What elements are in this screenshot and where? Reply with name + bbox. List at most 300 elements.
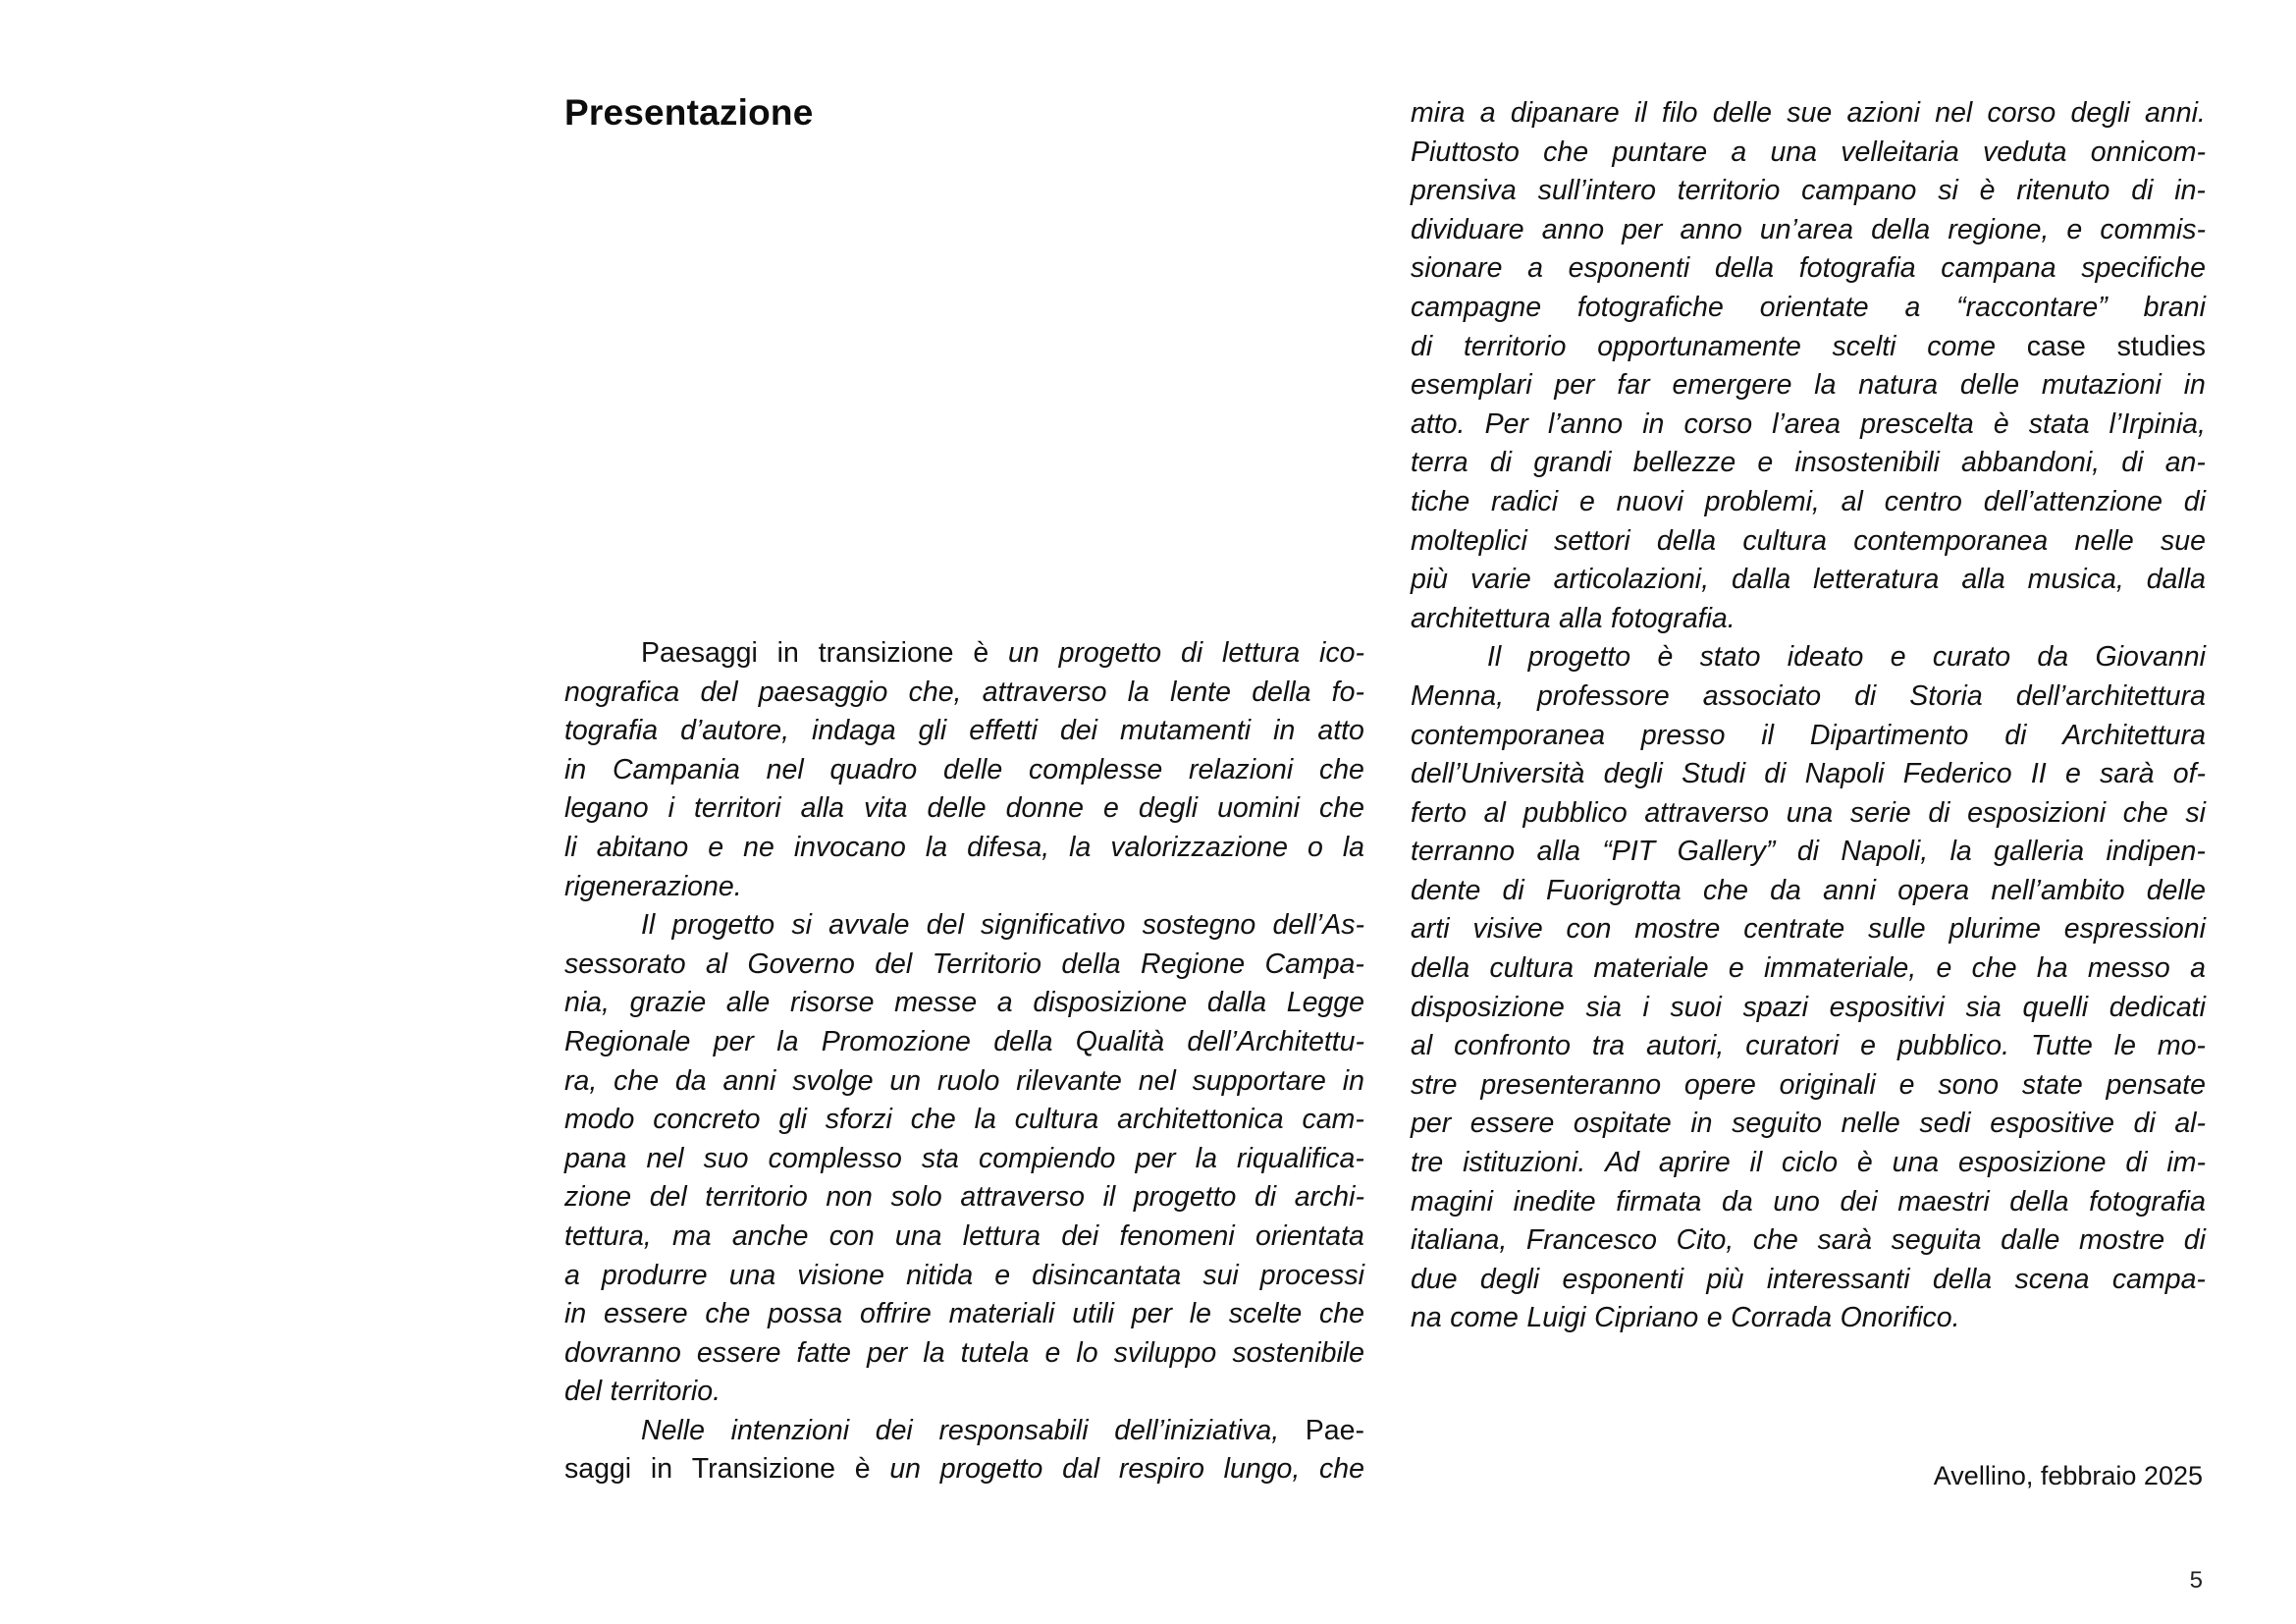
italic-word: originali <box>1779 1068 1876 1101</box>
italic-word: è <box>1993 407 2009 440</box>
italic-word: una <box>894 1219 942 1252</box>
italic-word: lettura <box>1222 637 1301 669</box>
italic-word: utili <box>1072 1298 1114 1330</box>
italic-word: che <box>705 1298 751 1330</box>
italic-word: tra <box>1591 1030 1626 1062</box>
text-line <box>1411 561 2206 600</box>
italic-word: dalla <box>1731 564 1791 596</box>
italic-word: mira <box>1411 97 1466 129</box>
italic-word: per <box>1554 369 1595 402</box>
italic-word: al <box>1841 485 1863 517</box>
italic-word: solo <box>890 1181 942 1214</box>
italic-word: al <box>1483 796 1506 829</box>
text-line <box>564 1101 1364 1140</box>
italic-word: tettura, <box>564 1219 652 1252</box>
italic-word: problemi, <box>1704 485 1820 517</box>
text-line <box>1411 1066 2206 1106</box>
italic-word: della <box>993 1025 1053 1057</box>
italic-word: ico- <box>1319 637 1364 669</box>
text-line <box>1411 94 2206 134</box>
italic-word: dei <box>1840 1185 1878 1218</box>
text-line <box>564 634 1364 674</box>
italic-word: da <box>674 1064 707 1097</box>
italic-word: degli <box>1138 792 1199 825</box>
italic-word: nel <box>1935 97 1973 129</box>
italic-word: una <box>1892 1147 1940 1179</box>
italic-word: dipanare <box>1510 97 1620 129</box>
italic-word: varie <box>1469 564 1531 596</box>
italic-word: espositivi <box>1829 991 1945 1023</box>
italic-word: alla <box>1536 836 1580 868</box>
text-line <box>1411 872 2206 911</box>
italic-word: esponenti <box>1562 1263 1684 1295</box>
text-line <box>564 829 1364 868</box>
text-line <box>564 674 1364 713</box>
italic-word: di <box>1489 447 1512 479</box>
italic-word: disincantata <box>1032 1259 1182 1291</box>
text-line <box>1411 1105 2206 1144</box>
italic-word: effetti <box>969 715 1038 747</box>
italic-word: mutazioni <box>2041 369 2162 402</box>
italic-word: della <box>1411 952 1470 985</box>
italic-word: Regione <box>1140 947 1246 980</box>
italic-word: Corrada <box>1731 1302 1833 1334</box>
italic-word: nografica <box>564 676 680 708</box>
italic-word: nuovi <box>1616 485 1683 517</box>
italic-word: Menna, <box>1411 679 1505 712</box>
italic-word: processi <box>1259 1259 1364 1291</box>
italic-word: mo- <box>2157 1030 2206 1062</box>
italic-word: ideato <box>1787 641 1864 674</box>
italic-word: che <box>910 1104 956 1136</box>
italic-word: abitano <box>596 831 689 863</box>
italic-word: la <box>1195 1142 1217 1174</box>
italic-word: e <box>2064 758 2081 790</box>
italic-word: il <box>1761 719 1774 751</box>
italic-word: delle <box>2146 874 2206 906</box>
italic-word: visive <box>1472 913 1543 946</box>
italic-word: Napoli, <box>1841 836 1929 868</box>
italic-word: donne <box>1005 792 1084 825</box>
italic-word: magini <box>1411 1185 1493 1218</box>
italic-word: orientate <box>1759 291 1869 323</box>
italic-word: nel <box>1138 1064 1176 1097</box>
italic-word: lungo, <box>1223 1453 1301 1486</box>
italic-word: e <box>1890 641 1906 674</box>
italic-word: anche <box>731 1219 809 1252</box>
italic-word: una <box>728 1259 776 1291</box>
italic-word: autori, <box>1646 1030 1725 1062</box>
text-line <box>1411 366 2206 406</box>
italic-word: fatte <box>796 1336 852 1369</box>
italic-word: di <box>1764 758 1787 790</box>
italic-word: si <box>2185 796 2206 829</box>
italic-word: filo <box>1662 97 1698 129</box>
italic-word: una <box>1770 135 1818 168</box>
italic-word: Piuttosto <box>1411 135 1520 168</box>
italic-word: il <box>1749 1147 1763 1179</box>
italic-word: per <box>1135 1142 1176 1174</box>
italic-word: l’Irpinia, <box>2109 407 2206 440</box>
italic-word: con <box>1566 913 1612 946</box>
text-line <box>1411 1144 2206 1183</box>
italic-word: regione, <box>1948 213 2050 245</box>
italic-word: Legge <box>1286 987 1364 1019</box>
italic-word: Campania <box>612 753 740 785</box>
italic-word: in <box>1642 407 1665 440</box>
italic-word: in <box>1342 1064 1364 1097</box>
italic-word: cultura <box>1489 952 1575 985</box>
italic-word: dell’architettura <box>2015 679 2206 712</box>
text-line <box>1411 949 2206 989</box>
italic-word: Fuorigrotta <box>1545 874 1682 906</box>
italic-word: con <box>828 1219 875 1252</box>
italic-word: “raccontare” <box>1956 291 2108 323</box>
italic-word: na <box>1411 1302 1442 1334</box>
italic-word: Ad <box>1605 1147 1639 1179</box>
italic-word: e <box>1578 485 1595 517</box>
italic-word: molteplici <box>1411 524 1527 557</box>
paragraph <box>564 1412 1364 1489</box>
italic-word: la <box>923 1336 945 1369</box>
italic-word: dell’iniziativa, <box>1114 1414 1280 1446</box>
italic-word: dell’As- <box>1272 909 1364 942</box>
text-line <box>1411 289 2206 328</box>
italic-word: per <box>713 1025 754 1057</box>
italic-word: del <box>700 676 738 708</box>
italic-word: pensate <box>2106 1068 2206 1101</box>
italic-word: lente <box>1170 676 1231 708</box>
italic-word: disposizione <box>1411 991 1565 1023</box>
italic-word: che, <box>908 676 962 708</box>
italic-word: più <box>1411 564 1449 596</box>
italic-word: difesa, <box>967 831 1050 863</box>
italic-word: in <box>2183 369 2206 402</box>
italic-word: Tutte <box>2030 1030 2093 1062</box>
italic-word: ma <box>671 1219 712 1252</box>
italic-word: immateriale, <box>1763 952 1917 985</box>
italic-word: firmata <box>1616 1185 1702 1218</box>
text-line <box>1411 755 2206 794</box>
italic-word: di <box>2004 719 2027 751</box>
italic-word: di <box>2183 485 2206 517</box>
italic-word: territorio <box>705 1181 808 1214</box>
text-line <box>1411 833 2206 872</box>
italic-word: ha <box>2036 952 2068 985</box>
italic-word: e <box>1728 952 1744 985</box>
italic-word: di <box>1254 1181 1277 1214</box>
italic-word: al <box>705 947 728 980</box>
italic-word: an- <box>2164 447 2206 479</box>
italic-word: seguita <box>1891 1224 1982 1257</box>
italic-word: specifiche <box>2081 252 2206 285</box>
italic-word: concreto <box>653 1104 761 1136</box>
italic-word: Cipriano <box>1594 1302 1699 1334</box>
italic-word: esponenti <box>1568 252 1690 285</box>
text-line <box>1411 1221 2206 1261</box>
italic-word: natura <box>1858 369 1939 402</box>
text-line <box>1411 1183 2206 1222</box>
italic-word: essere <box>696 1336 781 1369</box>
italic-word: produrre <box>601 1259 708 1291</box>
italic-word: esemplari <box>1411 369 1532 402</box>
italic-word: ruolo <box>936 1064 1000 1097</box>
italic-word: risorse <box>789 987 875 1019</box>
italic-word: che <box>1319 1298 1364 1330</box>
italic-word: opera <box>1897 874 1970 906</box>
italic-word: aprire <box>1658 1147 1731 1179</box>
italic-word: di <box>2125 1147 2148 1179</box>
italic-word: espositive <box>1990 1108 2114 1140</box>
italic-word: brani <box>2143 291 2206 323</box>
italic-word: velleitaria <box>1841 135 1959 168</box>
italic-word: Dipartimento <box>1809 719 1969 751</box>
italic-word: a <box>2190 952 2206 985</box>
italic-word: delle <box>1959 369 2020 402</box>
italic-word: sono <box>1938 1068 2000 1101</box>
italic-word: curato <box>1932 641 2011 674</box>
italic-word: anni <box>1823 874 1876 906</box>
italic-word: puntare <box>1612 135 1708 168</box>
italic-word: architettonica <box>1117 1104 1284 1136</box>
italic-word: tiche <box>1411 485 1470 517</box>
italic-word: delle <box>943 753 1003 785</box>
italic-word: in <box>1273 715 1296 747</box>
italic-word: degli <box>1479 1263 1540 1295</box>
italic-word: respiro <box>1118 1453 1204 1486</box>
italic-word: alle <box>725 987 771 1019</box>
italic-word: a <box>1479 97 1496 129</box>
italic-word: i <box>667 792 674 825</box>
italic-word: in <box>564 753 587 785</box>
roman-word: è <box>973 637 989 669</box>
italic-word: terranno <box>1411 836 1516 868</box>
text-line <box>1411 1299 2206 1338</box>
italic-word: far <box>1617 369 1650 402</box>
italic-word: sostegno <box>1142 909 1256 942</box>
italic-word: Francesco <box>1525 1224 1657 1257</box>
roman-word: studies <box>2116 330 2206 362</box>
italic-word: confronto <box>1454 1030 1571 1062</box>
italic-word: opportunamente <box>1597 330 1801 362</box>
place-date-signature: Avellino, febbraio 2025 <box>1933 1461 2203 1490</box>
roman-word: in <box>776 637 799 669</box>
italic-word: prescelta <box>1860 407 1974 440</box>
italic-word: anno <box>1680 213 1742 245</box>
italic-word: materiale <box>1593 952 1709 985</box>
italic-word: a <box>1731 135 1747 168</box>
italic-word: le <box>2113 1030 2136 1062</box>
italic-word: galleria <box>1994 836 2085 868</box>
italic-word: messo <box>2087 952 2170 985</box>
italic-word: la <box>1069 831 1092 863</box>
italic-word: territorio <box>1677 175 1781 207</box>
italic-word: dedicati <box>2109 991 2206 1023</box>
italic-word: fotografia <box>2089 1185 2206 1218</box>
italic-word: territorio <box>1463 330 1567 362</box>
italic-word: serie <box>1849 796 1911 829</box>
italic-word: nelle <box>1841 1108 1900 1140</box>
italic-word: istituzioni. <box>1463 1147 1586 1179</box>
text-line <box>1411 483 2206 522</box>
italic-word: significativo <box>981 909 1126 942</box>
italic-word: a <box>1904 291 1921 323</box>
italic-word: Studi <box>1682 758 1746 790</box>
italic-word: della <box>1932 1263 1993 1295</box>
italic-word: architettura <box>1411 602 1551 634</box>
italic-word: e <box>1706 1302 1723 1334</box>
italic-word: uomini <box>1217 792 1301 825</box>
roman-word: è <box>854 1453 871 1486</box>
text-line <box>564 1412 1364 1451</box>
italic-word: i <box>1642 991 1649 1023</box>
italic-word: dei <box>1059 715 1098 747</box>
text-column-left <box>564 634 1364 1489</box>
text-line <box>564 1334 1364 1374</box>
italic-word: pubblico. <box>1896 1030 2010 1062</box>
italic-word: Il <box>641 909 656 942</box>
italic-word: dovranno <box>564 1336 681 1369</box>
italic-word: attraverso <box>982 676 1107 708</box>
italic-word: prensiva <box>1411 175 1517 207</box>
italic-word: un <box>889 1453 922 1486</box>
paragraph <box>1411 94 2206 638</box>
italic-word: offrire <box>860 1298 932 1330</box>
italic-word: più <box>1706 1263 1744 1295</box>
text-line <box>1411 989 2206 1028</box>
italic-word: anno <box>1541 213 1605 245</box>
italic-word: Cito, <box>1676 1224 1735 1257</box>
italic-word: di <box>2133 1108 2156 1140</box>
roman-word: transizione <box>818 637 954 669</box>
italic-word: di <box>1796 836 1819 868</box>
italic-word: da <box>1770 874 1801 906</box>
italic-word: territorio. <box>610 1376 721 1408</box>
italic-word: a <box>1527 252 1543 285</box>
italic-word: lettura <box>962 1219 1041 1252</box>
italic-word: la <box>925 831 948 863</box>
italic-word: della <box>1061 947 1121 980</box>
italic-word: l’area <box>1772 407 1841 440</box>
text-line <box>564 1450 1364 1489</box>
italic-word: uno <box>1773 1185 1820 1218</box>
italic-word: italiana, <box>1411 1224 1508 1257</box>
italic-word: presenteranno <box>1480 1068 1662 1101</box>
italic-word: archi- <box>1294 1181 1364 1214</box>
italic-word: inedite <box>1513 1185 1596 1218</box>
italic-word: quelli <box>2022 991 2089 1023</box>
italic-word: sostenibile <box>1232 1336 1364 1369</box>
italic-word: progetto <box>939 1453 1043 1486</box>
italic-word: nel <box>766 753 804 785</box>
italic-word: nia, <box>564 987 610 1019</box>
italic-word: le <box>1189 1298 1211 1330</box>
italic-word: materiali <box>948 1298 1055 1330</box>
italic-word: Qualità <box>1075 1025 1165 1057</box>
italic-word: scena <box>2014 1263 2090 1295</box>
italic-word: essere <box>604 1298 688 1330</box>
italic-word: di <box>1411 330 1433 362</box>
italic-word: campagne <box>1411 291 1542 323</box>
italic-word: Architettura <box>2062 719 2206 751</box>
italic-word: in <box>1690 1108 1713 1140</box>
italic-word: scelti <box>1832 330 1896 362</box>
italic-word: quadro <box>829 753 918 785</box>
italic-word: anni. <box>2145 97 2206 129</box>
italic-word: dei <box>1061 1219 1099 1252</box>
italic-word: vita <box>864 792 908 825</box>
italic-word: sviluppo <box>1113 1336 1217 1369</box>
italic-word: e <box>2066 213 2083 245</box>
text-line <box>1411 211 2206 250</box>
italic-word: in <box>564 1298 587 1330</box>
italic-word: pubblico <box>1522 796 1628 829</box>
italic-word: state <box>2021 1068 2083 1101</box>
italic-word: alla <box>1559 602 1603 634</box>
text-line <box>564 1062 1364 1102</box>
italic-word: tre <box>1411 1147 1444 1179</box>
italic-word: curatori <box>1745 1030 1840 1062</box>
italic-word: opere <box>1683 1068 1756 1101</box>
italic-word: di <box>2183 1224 2206 1257</box>
italic-word: fotografia <box>1798 252 1916 285</box>
italic-word: il <box>1102 1181 1116 1214</box>
italic-word: fenomeni <box>1119 1219 1235 1252</box>
italic-word: ospitate <box>1573 1108 1672 1140</box>
text-column-right <box>1411 94 2206 1338</box>
italic-word: complesso <box>768 1142 902 1174</box>
italic-word: suoi <box>1670 991 1722 1023</box>
italic-word: dalla <box>2146 564 2206 596</box>
italic-word: commis- <box>2100 213 2206 245</box>
italic-word: dell’attenzione <box>1983 485 2163 517</box>
italic-word: da <box>2037 641 2069 674</box>
italic-word: come <box>1927 330 1996 362</box>
italic-word: arti <box>1411 913 1450 946</box>
italic-word: che <box>1752 1224 1798 1257</box>
italic-word: presso <box>1640 719 1726 751</box>
italic-word: possa <box>768 1298 843 1330</box>
italic-word: che <box>1318 753 1364 785</box>
italic-word: Storia <box>1909 679 1983 712</box>
italic-word: Campa- <box>1264 947 1364 980</box>
italic-word: corso <box>1987 97 2056 129</box>
italic-word: e <box>1898 1068 1915 1101</box>
italic-word: lo <box>1076 1336 1098 1369</box>
italic-word: per <box>1622 213 1663 245</box>
italic-word: progetto <box>1058 637 1162 669</box>
italic-word: Per <box>1484 407 1528 440</box>
text-line <box>564 712 1364 751</box>
italic-word: in- <box>2174 175 2206 207</box>
italic-word: li <box>564 831 577 863</box>
text-line <box>1411 910 2206 949</box>
italic-word: Nelle <box>641 1414 705 1446</box>
paragraph <box>564 634 1364 906</box>
italic-word: sta <box>921 1142 959 1174</box>
italic-word: esposizione <box>1958 1147 2107 1179</box>
italic-word: sulle <box>1868 913 1926 946</box>
italic-word: sarà <box>2100 758 2155 790</box>
italic-word: mostre <box>2079 1224 2165 1257</box>
italic-word: la <box>1814 369 1837 402</box>
italic-word: delle <box>1712 97 1772 129</box>
text-line <box>1411 794 2206 834</box>
italic-word: emergere <box>1672 369 1792 402</box>
italic-word: relazioni <box>1189 753 1294 785</box>
text-line <box>1411 717 2206 756</box>
italic-word: grazie <box>629 987 707 1019</box>
